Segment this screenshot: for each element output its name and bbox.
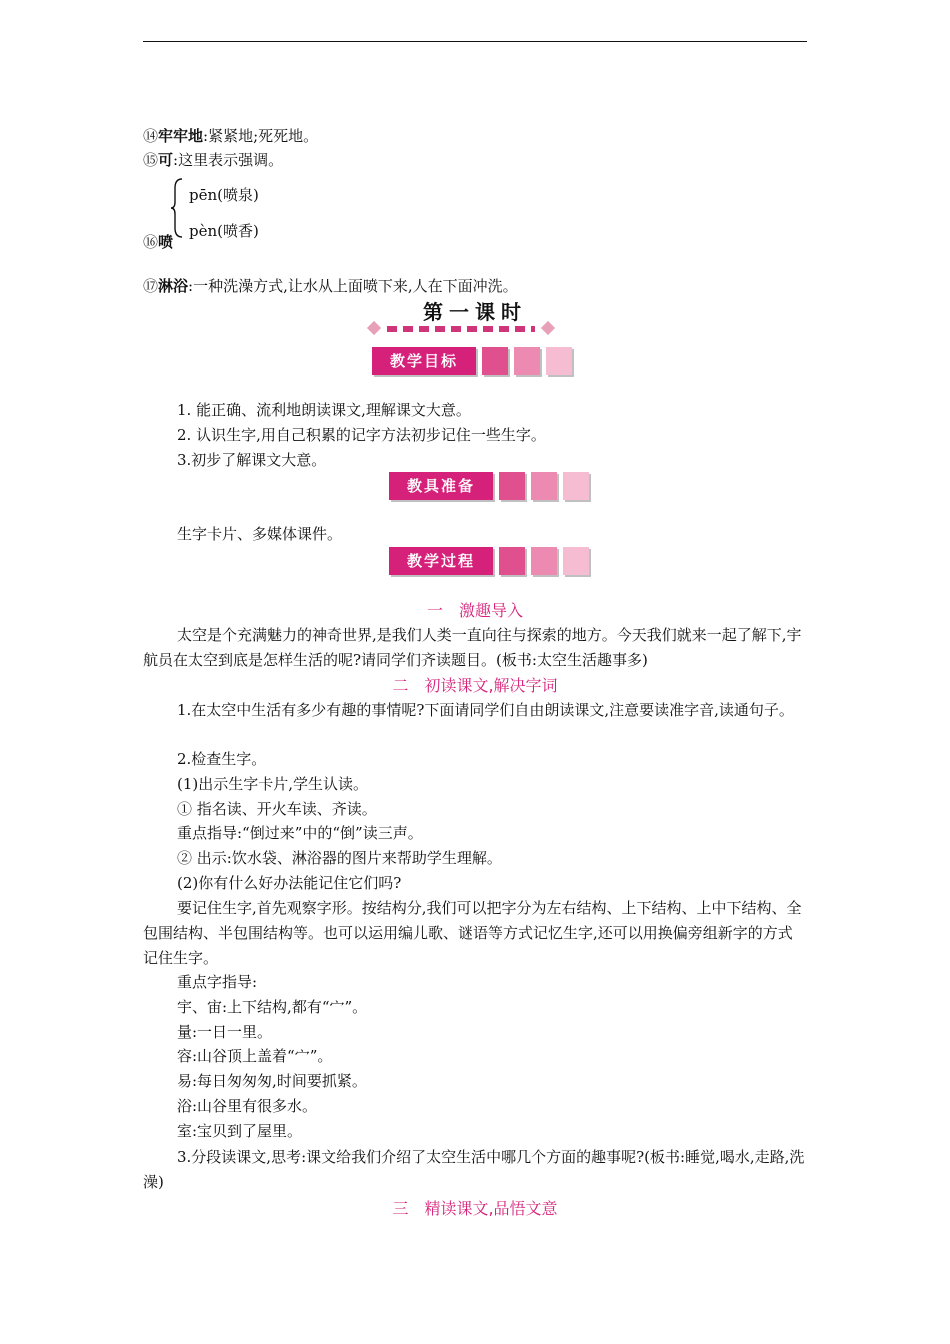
- badge-label: 教学目标: [372, 347, 476, 375]
- note-number: ⑭: [143, 127, 159, 145]
- note-17: [143, 275, 518, 297]
- note-definition: :紧紧地;死死地。: [203, 127, 319, 145]
- title-ornament: [367, 323, 555, 335]
- pinyin-reading: pēn(喷泉): [189, 186, 259, 204]
- note-15: [143, 149, 283, 171]
- note-14: [143, 125, 318, 147]
- note-definition: :这里表示强调。: [173, 151, 284, 169]
- paragraph: 要记住生字,首先观察字形。按结构分,我们可以把字分为左右结构、上下结构、上中下结构、全包围结构、半包围结构等。也可以运用编儿歌、谜语等方式记忆生字,还可以用换偏旁组新字的方式记住生字。: [143, 899, 802, 967]
- badge-label: 教具准备: [389, 472, 493, 500]
- goal-item: 1. 能正确、流利地朗读课文,理解课文大意。: [177, 401, 471, 419]
- badge-label: 教学过程: [389, 547, 493, 575]
- goal-item: 3.初步了解课文大意。: [177, 451, 327, 469]
- paragraph: 重点指导:“倒过来”中的“倒”读三声。: [177, 824, 423, 842]
- key-character: 易:每日匆匆匆,时间要抓紧。: [177, 1072, 367, 1090]
- section-paragraph: 太空是个充满魅力的神奇世界,是我们人类一直向往与探索的地方。今天我们就来一起了解下,宇航员在太空到底是怎样生活的呢?请同学们齐读题目。(板书:太空生活趣事多): [143, 626, 802, 669]
- paragraph: 1.在太空中生活有多少有趣的事情呢?下面请同学们自由朗读课文,注意要读准字音,读通句子。: [177, 701, 794, 719]
- section-heading: 三 精读课文,品悟文意: [392, 1199, 558, 1218]
- note-definition: :一种洗澡方式,让水从上面喷下来,人在下面冲洗。: [188, 277, 518, 295]
- paragraph: (1)出示生字卡片,学生认读。: [177, 775, 369, 793]
- note-number: ⑰: [143, 277, 159, 295]
- key-character: 浴:山谷里有很多水。: [177, 1097, 318, 1115]
- prep-text: 生字卡片、多媒体课件。: [177, 525, 343, 543]
- paragraph: (2)你有什么好办法能记住它们吗?: [177, 874, 402, 892]
- note-term: 淋浴: [158, 277, 189, 295]
- pinyin-reading: pèn(喷香): [189, 222, 259, 240]
- note-term: 可: [158, 151, 174, 169]
- key-character: 室:宝贝到了屋里。: [177, 1122, 303, 1140]
- key-character: 量:一日一里。: [177, 1023, 273, 1041]
- paragraph: ② 出示:饮水袋、淋浴器的图片来帮助学生理解。: [177, 849, 502, 867]
- note-16-polyphone: [143, 178, 343, 258]
- header-rule: [143, 41, 807, 42]
- note-term: 牢牢地: [158, 127, 204, 145]
- paragraph: 重点字指导:: [177, 973, 258, 991]
- goal-item: 2. 认识生字,用自己积累的记字方法初步记住一些生字。: [177, 426, 546, 444]
- section-heading: 二 初读课文,解决字词: [392, 676, 558, 695]
- note-16-label: ⑯喷: [143, 233, 174, 251]
- curly-brace-icon: [170, 178, 184, 238]
- key-character: 容:山谷顶上盖着“宀”。: [177, 1047, 333, 1065]
- paragraph: ① 指名读、开火车读、齐读。: [177, 800, 377, 818]
- key-character: 宇、宙:上下结构,都有“宀”。: [177, 998, 368, 1016]
- paragraph: 2.检查生字。: [177, 750, 267, 768]
- section-heading: 一 激趣导入: [426, 601, 523, 620]
- paragraph: 3.分段读课文,思考:课文给我们介绍了太空生活中哪几个方面的趣事呢?(板书:睡觉,喝水,走路,洗澡): [143, 1148, 805, 1191]
- lesson-title: 第一课时: [423, 300, 527, 324]
- note-number: ⑮: [143, 151, 159, 169]
